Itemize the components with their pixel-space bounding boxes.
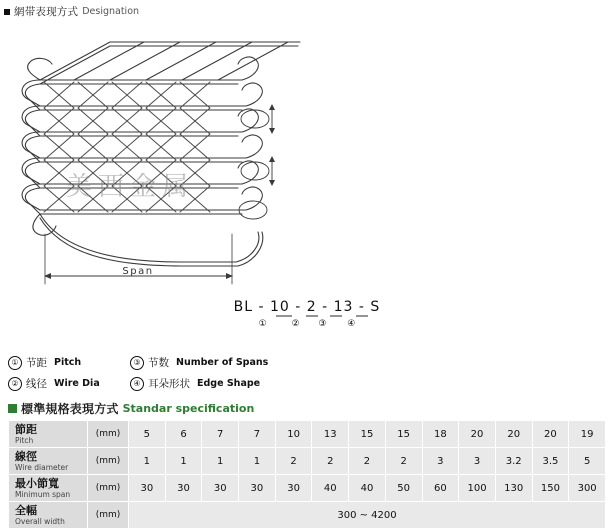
cell-pitch-8: 15 (385, 421, 422, 448)
legend-item-wire-dia (8, 376, 100, 391)
belt-drawing-svg (0, 18, 614, 408)
cell-wire-7: 2 (349, 448, 386, 475)
legend-label-en-3: Number of Spans (176, 357, 269, 368)
cell-pitch-9: 18 (422, 421, 459, 448)
row-unit: (mm) (88, 475, 129, 502)
cell-wire-12: 3.5 (532, 448, 569, 475)
cell-minspan-8: 50 (385, 475, 422, 502)
row-label-en: Minimum span (15, 489, 71, 499)
cell-wire-10: 3 (459, 448, 496, 475)
cell-minspan-9: 60 (422, 475, 459, 502)
cell-wire-1: 1 (129, 448, 166, 475)
code-marker-3: ③ (318, 319, 327, 329)
spec-table (8, 420, 606, 529)
legend-label-en-4: Edge Shape (197, 378, 261, 389)
table-row (9, 421, 606, 448)
legend-number-3: ③ (130, 356, 144, 370)
spec-title-cn: 標準規格表現方式 (21, 402, 119, 416)
watermark-text: 美西金属 (66, 172, 195, 202)
row-label-cn: 線徑 (15, 449, 37, 463)
cell-wire-2: 1 (165, 448, 202, 475)
row-label-overall-width (9, 502, 88, 529)
legend-label-cn-4: 耳朵形状 (148, 378, 190, 390)
bullet-square-icon (4, 9, 10, 15)
row-label-en: Pitch (15, 435, 34, 445)
cell-minspan-7: 40 (349, 475, 386, 502)
cell-pitch-6: 13 (312, 421, 349, 448)
row-label-en: Wire diameter (15, 462, 69, 472)
designation-code: BL - 10 - 2 - 13 - S (233, 299, 381, 315)
legend-number-4: ④ (130, 377, 144, 391)
cell-pitch-11: 20 (495, 421, 532, 448)
legend-number-1: ① (8, 356, 22, 370)
cell-pitch-1: 5 (129, 421, 166, 448)
cell-pitch-3: 7 (202, 421, 239, 448)
designation-title-cn: 網带表现方式 (14, 6, 79, 18)
table-row (9, 448, 606, 475)
table-row (9, 475, 606, 502)
cell-pitch-2: 6 (165, 421, 202, 448)
cell-minspan-11: 130 (495, 475, 532, 502)
standard-spec-section-title (8, 400, 254, 417)
legend-item-pitch (8, 355, 81, 370)
legend-number-2: ② (8, 377, 22, 391)
row-label-cn: 節距 (15, 422, 37, 436)
legend-label-en-1: Pitch (54, 357, 82, 368)
code-marker-1: ① (258, 319, 267, 329)
span-dimension-label: Span (122, 266, 154, 277)
cell-wire-5: 2 (275, 448, 312, 475)
code-marker-4: ④ (347, 319, 356, 329)
cell-minspan-1: 30 (129, 475, 166, 502)
designation-section-title (4, 4, 139, 19)
cell-pitch-7: 15 (349, 421, 386, 448)
legend-label-cn-1: 节距 (26, 357, 47, 369)
row-unit: (mm) (88, 448, 129, 475)
legend-label-cn-3: 节数 (148, 357, 169, 369)
row-label-pitch (9, 421, 88, 448)
cell-minspan-10: 100 (459, 475, 496, 502)
belt-diagram (0, 18, 614, 408)
legend-label-cn-2: 线径 (26, 378, 47, 390)
code-marker-2: ② (291, 319, 300, 329)
row-label-minimum-span (9, 475, 88, 502)
cell-wire-9: 3 (422, 448, 459, 475)
row-label-wire-diameter (9, 448, 88, 475)
cell-wire-3: 1 (202, 448, 239, 475)
cell-minspan-2: 30 (165, 475, 202, 502)
cell-wire-8: 2 (385, 448, 422, 475)
cell-wire-13: 5 (569, 448, 606, 475)
cell-overall-width-range: 300 ~ 4200 (129, 502, 606, 529)
cell-minspan-6: 40 (312, 475, 349, 502)
cell-minspan-3: 30 (202, 475, 239, 502)
cell-wire-6: 2 (312, 448, 349, 475)
legend-label-en-2: Wire Dia (54, 378, 100, 389)
cell-minspan-13: 300 (569, 475, 606, 502)
bullet-square-green-icon (8, 404, 17, 413)
row-label-cn: 最小節寬 (15, 476, 59, 490)
spec-title-en: Standar specification (122, 402, 255, 415)
cell-minspan-5: 30 (275, 475, 312, 502)
legend-item-spans (130, 355, 268, 370)
cell-pitch-12: 20 (532, 421, 569, 448)
row-label-cn: 全幅 (15, 503, 37, 517)
cell-pitch-10: 20 (459, 421, 496, 448)
cell-minspan-4: 30 (239, 475, 276, 502)
cell-pitch-13: 19 (569, 421, 606, 448)
row-unit: (mm) (88, 502, 129, 529)
cell-wire-11: 3.2 (495, 448, 532, 475)
cell-pitch-4: 7 (239, 421, 276, 448)
cell-wire-4: 1 (239, 448, 276, 475)
cell-pitch-5: 10 (275, 421, 312, 448)
table-row (9, 502, 606, 529)
cell-minspan-12: 150 (532, 475, 569, 502)
row-label-en: Overall width (15, 516, 65, 526)
row-unit: (mm) (88, 421, 129, 448)
code-marker-row (0, 319, 614, 329)
legend-item-edge-shape (130, 376, 260, 391)
designation-title-en: Designation (82, 6, 140, 17)
